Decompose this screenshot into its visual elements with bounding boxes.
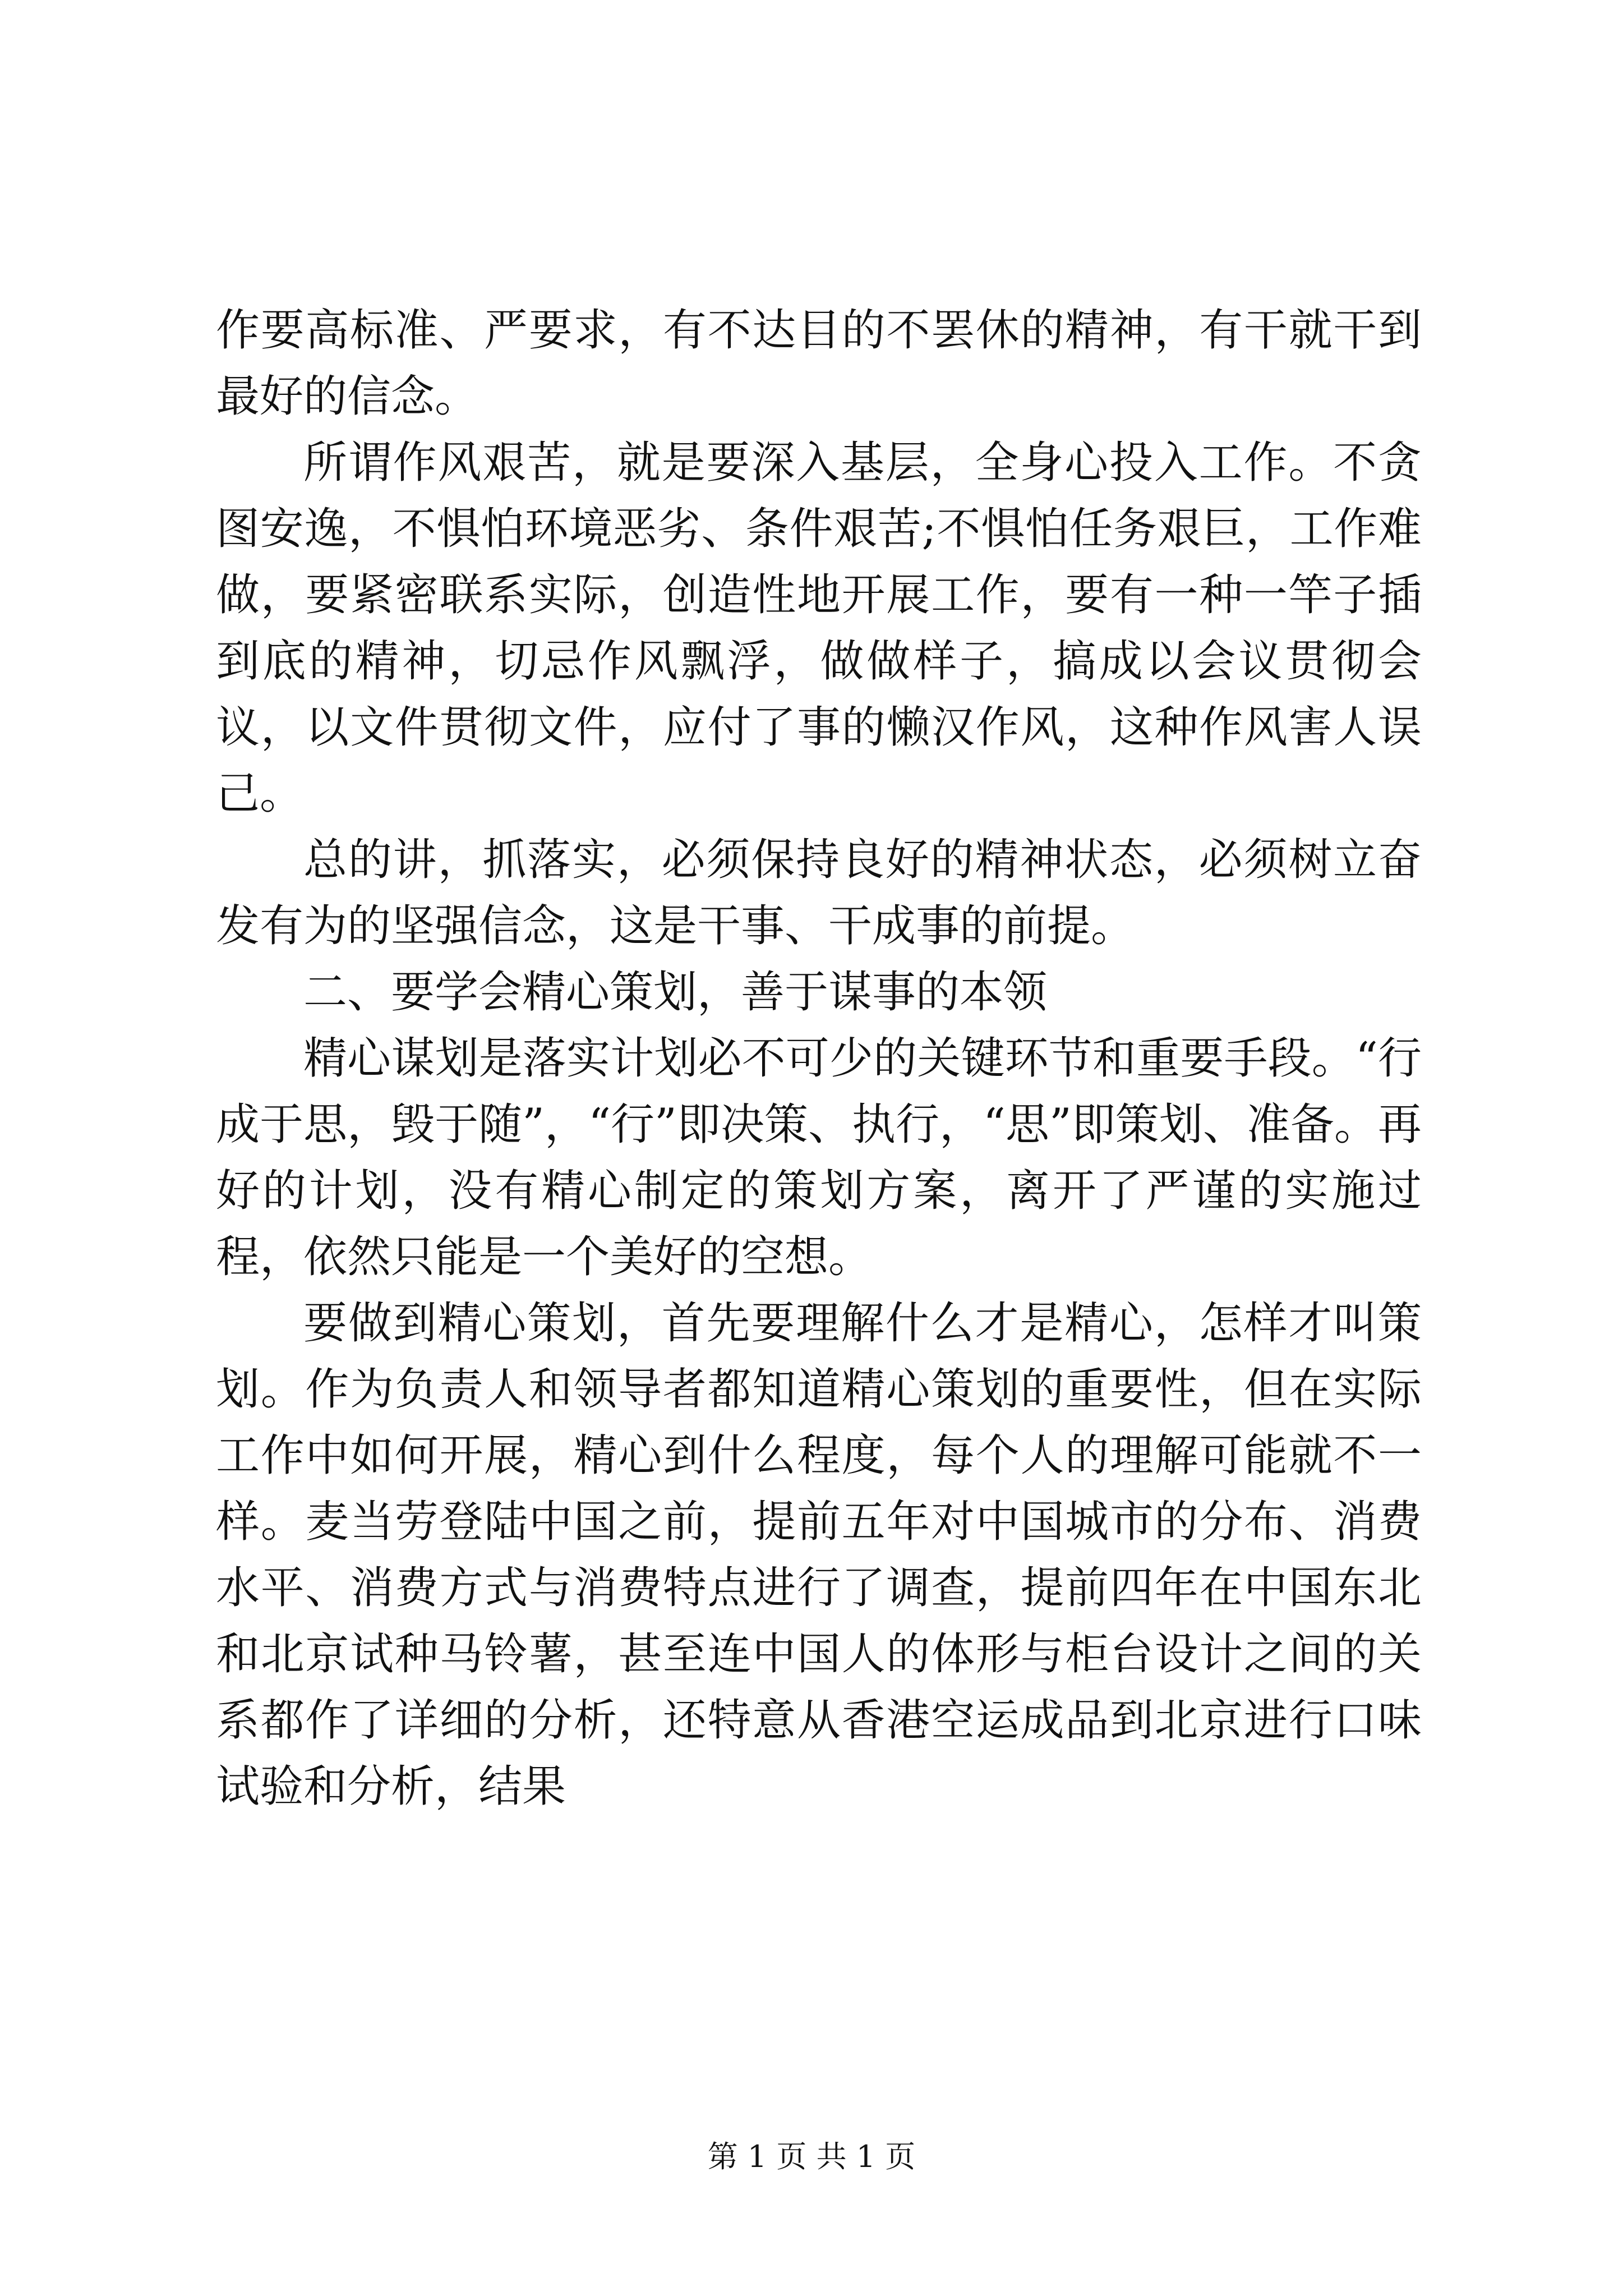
page-footer: 第 1 页 共 1 页 (707, 2139, 916, 2174)
section-heading: 二、要学会精心策划，善于谋事的本领 (303, 967, 1048, 1018)
paragraph-5: 精心谋划是落实计划必不可少的关键环节和重要手段。“行成于思，毁于随”，“行”即决策、执行，“思”即策划、准备。再好的计划，没有精心制定的策划方案，离开了严谨的实施过程，依然只能是一个美好的空想。 (216, 1033, 1422, 1282)
paragraph-2: 所谓作风艰苦，就是要深入基层，全身心投入工作。不贪图安逸，不惧怕环境恶劣、条件艰苦;不惧怕任务艰巨，工作难做，要紧密联系实际，创造性地开展工作，要有一种一竿子插到底的精神，切忌作风飘浮，做做样子，搞成以会议贯彻会议，以文件贯彻文件，应付了事的懒汉作风，这种作风害人误己。 (216, 438, 1422, 819)
paragraph-6: 要做到精心策划，首先要理解什么才是精心，怎样才叫策划。作为负责人和领导者都知道精心策划的重要性，但在实际工作中如何开展，精心到什么程度，每个人的理解可能就不一样。麦当劳登陆中国之前，提前五年对中国城市的分布、消费水平、消费方式与消费特点进行了调查，提前四年在中国东北和北京试种马铃薯，甚至连中国人的体形与柜台设计之间的关系都作了详细的分析，还特意从香港空运成品到北京进行口味试验和分析，结果 (216, 1298, 1422, 1812)
paragraph-1: 作要高标准、严要求，有不达目的不罢休的精神，有干就干到最好的信念。 (216, 305, 1422, 422)
document-body (216, 297, 1422, 1820)
paragraph-3: 总的讲，抓落实，必须保持良好的精神状态，必须树立奋发有为的坚强信念，这是干事、干成事的前提。 (216, 835, 1422, 951)
